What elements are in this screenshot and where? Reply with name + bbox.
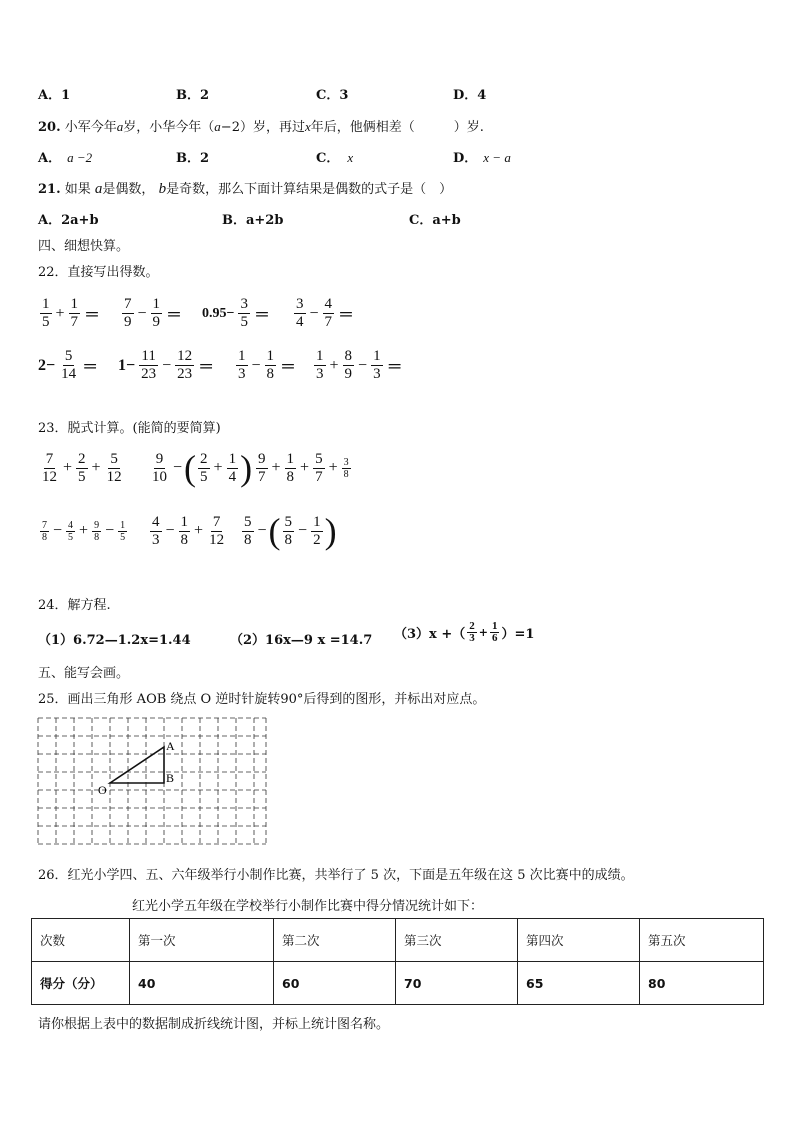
q22-expr-7: $\frac{1}{3}$ − $\frac{1}{8}$ ＝ (238, 348, 297, 382)
q24-title: 24．解方程. (38, 598, 111, 613)
q23-expr-6: $\frac{5}{8}$ − ( $\frac{5}{8}$ − $\frac{1}{2}$ ) (244, 511, 337, 551)
section-5-heading: 五、能写会画。 (38, 666, 130, 681)
q22-expr-5: 2− $\frac{5}{14}$ ＝ (38, 348, 99, 382)
q24-equation-2: （2）16x—9 x =14.7 (230, 633, 373, 648)
table-header-cell: 次数 (32, 919, 130, 962)
table-cell: 60 (274, 962, 396, 1005)
q25-grid-figure (36, 716, 268, 846)
q23-expr-4: $\frac{7}{8}$ − $\frac{4}{5}$ + $\frac{9}{8}$ − $\frac{1}{5}$ (42, 519, 126, 543)
q20-var-x: x (304, 119, 311, 134)
q24-equation-1: （1）6.72—1.2x=1.44 (38, 633, 191, 648)
q26-title: 26．红光小学四、五、六年级举行小制作比赛，共举行了 5 次，下面是五年级在这 5 次比赛中的成绩。 (38, 868, 634, 883)
q22-expr-1: $\frac{1}{5}$ + $\frac{1}{7}$ ＝ (42, 296, 101, 330)
q20-text-2: 岁，小华今年（ (123, 120, 215, 135)
q21-number: 21. (38, 182, 61, 197)
q20-var-a: a (116, 119, 124, 134)
q21-var-b: b (158, 181, 167, 197)
q20-number: 20. (38, 120, 61, 135)
label-o: O (98, 783, 107, 797)
score-table (31, 918, 764, 1005)
q22-expr-8: $\frac{1}{3}$ + $\frac{8}{9}$ − $\frac{1}{3}$ ＝ (316, 348, 403, 382)
q25-title: 25．画出三角形 AOB 绕点 O 逆时针旋转90°后得到的图形，并标出对应点。 (38, 692, 486, 707)
q21-var-a: a (94, 181, 103, 197)
q22-expr-3: 0.95− $\frac{3}{5}$ ＝ (202, 296, 270, 330)
q26-table-caption: 红光小学五年级在学校举行小制作比赛中得分情况统计如下： (132, 899, 484, 914)
q19-option-c: C．3 (316, 88, 349, 103)
q21-option-a: A．2a+b (38, 213, 99, 228)
table-cell: 40 (130, 962, 274, 1005)
table-header-row (32, 919, 764, 962)
q20-option-d: D． x − a (453, 150, 511, 166)
q23-title: 23．脱式计算。(能简的要简算) (38, 421, 221, 436)
q20-question (38, 116, 484, 135)
q23-row-2 (38, 513, 337, 549)
table-header-cell: 第三次 (396, 919, 518, 962)
q26-instruction: 请你根据上表中的数据制成折线统计图，并标上统计图名称。 (38, 1017, 390, 1032)
q20-expr: a (214, 119, 221, 134)
q20-text-3: −2）岁，再过 (220, 120, 305, 135)
q23-expr-1: $\frac{7}{12}$ + $\frac{2}{5}$ + $\frac{5}{12}$ (42, 450, 122, 485)
q22-expr-2: $\frac{7}{9}$ − $\frac{1}{9}$ ＝ (124, 296, 183, 330)
table-cell: 80 (640, 962, 764, 1005)
q21-question: 21. 如果 a是偶数， b是奇数，那么下面计算结果是偶数的式子是（ ） (38, 181, 453, 197)
table-header-cell: 第二次 (274, 919, 396, 962)
q20-text-4: 年后，他俩相差（ ）岁. (310, 120, 484, 135)
q22-row-2 (36, 348, 405, 383)
table-cell: 得分（分） (32, 962, 130, 1005)
table-cell: 70 (396, 962, 518, 1005)
triangle-aob (110, 747, 164, 783)
q23-expr-5: $\frac{4}{3}$ − $\frac{1}{8}$ + $\frac{7}{12}$ (152, 513, 225, 548)
q20-option-a: A． a −2 (38, 150, 93, 166)
q19-option-a: A．1 (38, 88, 71, 103)
q25-dashed-grid (38, 718, 266, 844)
label-b: B (166, 771, 175, 785)
q24-equation-3: （3）x +（ $\frac{2}{3}$ + $\frac{1}{6}$ ）=1 (394, 620, 535, 644)
q20-text-1: 小军今年 (64, 120, 117, 135)
q22-expr-6: 1− $\frac{11}{23}$ − $\frac{12}{23}$ ＝ (118, 348, 215, 382)
section-4-heading: 四、细想快算。 (38, 239, 130, 254)
q23-row-1 (38, 450, 353, 486)
label-a: A (166, 739, 175, 753)
q22-title: 22．直接写出得数。 (38, 265, 159, 280)
q23-expr-3: $\frac{9}{7}$ + $\frac{1}{8}$ + $\frac{5}{7}$ + $\frac{3}{8}$ (258, 450, 349, 485)
table-header-cell: 第一次 (130, 919, 274, 962)
q19-option-b: B．2 (176, 88, 210, 103)
table-header-cell: 第四次 (518, 919, 640, 962)
q21-option-c: C．a+b (409, 213, 461, 228)
table-header-cell: 第五次 (640, 919, 764, 962)
q20-option-c: C． x (316, 150, 354, 166)
q22-expr-4: $\frac{3}{4}$ − $\frac{4}{7}$ ＝ (296, 296, 355, 330)
table-row (32, 962, 764, 1005)
q20-option-b: B．2 (176, 151, 210, 166)
q23-expr-2: $\frac{9}{10}$ − ( $\frac{2}{5}$ + $\frac{1}{4}$ ) (152, 448, 253, 488)
q22-row-1 (38, 296, 356, 331)
table-cell: 65 (518, 962, 640, 1005)
q21-option-b: B．a+2b (222, 213, 284, 228)
q19-option-d: D．4 (453, 88, 487, 103)
